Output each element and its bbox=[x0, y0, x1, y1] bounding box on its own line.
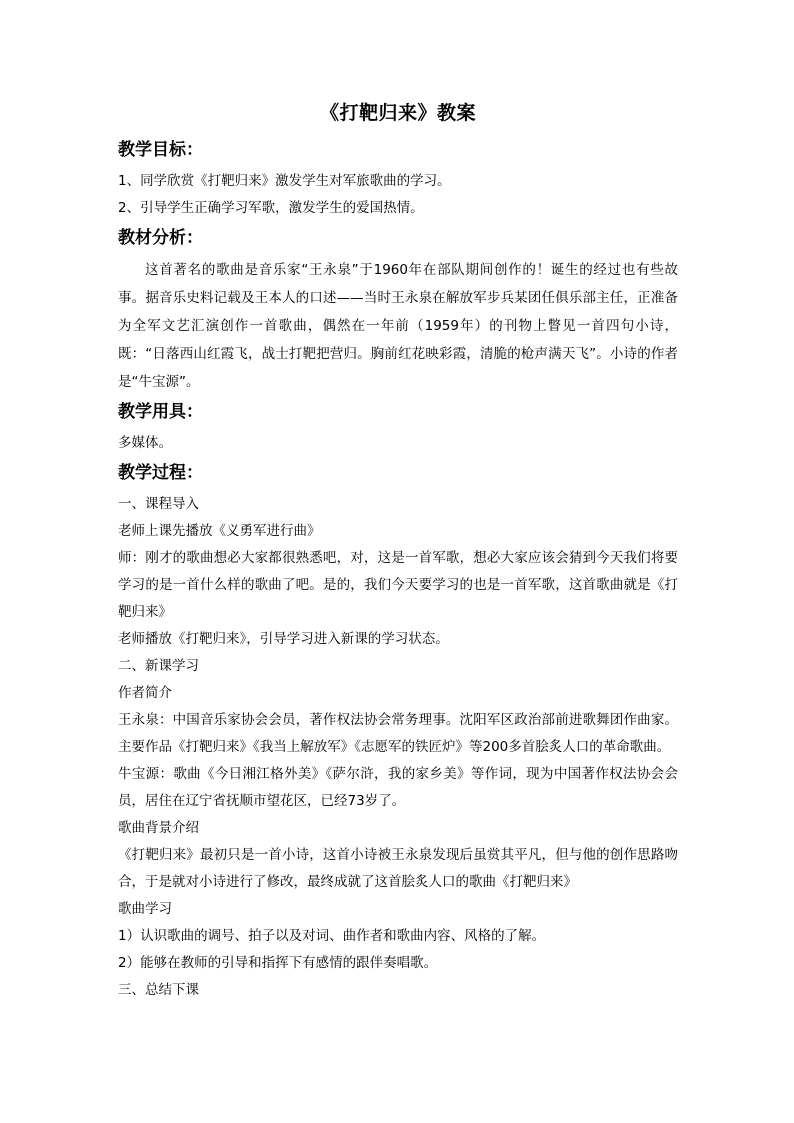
author-bio-wang: 王永泉：中国音乐家协会会员，著作权法协会常务理事。沈阳军区政治部前进歌舞团作曲家。主要作品《打靶归来》《我当上解放军》《志愿军的铁匠炉》等200多首脍炙人口的革命歌曲。 bbox=[118, 712, 678, 755]
section-heading-analysis: 教材分析： bbox=[118, 228, 203, 248]
goal-item-2: 2、引导学生正确学习军歌，激发学生的爱国热情。 bbox=[118, 200, 424, 216]
process-subheading-author: 作者简介 bbox=[118, 685, 172, 701]
section-heading-process: 教学过程： bbox=[118, 463, 203, 483]
song-background-paragraph: 《打靶归来》最初只是一首小诗，这首小诗被王永泉发现后虽赏其平凡，但与他的创作思路吻合，于是就对小诗进行了修改，最终成就了这首脍炙人口的歌曲《打靶归来》 bbox=[118, 847, 678, 890]
tools-text: 多媒体。 bbox=[118, 435, 172, 451]
process-paragraph: 师：刚才的歌曲想必大家都很熟悉吧，对，这是一首军歌，想必大家应该会猜到今天我们将要学习的是一首什么样的歌曲了吧。是的，我们今天要学习的也是一首军歌，这首歌曲就是《打靶归来》 bbox=[118, 550, 678, 620]
document-title: 《打靶归来》教案 bbox=[319, 102, 476, 124]
study-item-1: 1）认识歌曲的调号、拍子以及对词、曲作者和歌曲内容、风格的了解。 bbox=[118, 928, 546, 944]
process-step-new-lesson: 二、新课学习 bbox=[118, 658, 199, 674]
author-bio-niu: 牛宝源：歌曲《今日湘江格外美》《萨尔浒，我的家乡美》等作词，现为中国著作权法协会会员，居住在辽宁省抚顺市望花区，已经73岁了。 bbox=[118, 766, 678, 809]
process-line: 老师播放《打靶归来》，引导学习进入新课的学习状态。 bbox=[118, 631, 449, 647]
process-subheading-study: 歌曲学习 bbox=[118, 901, 172, 917]
goal-item-1: 1、同学欣赏《打靶归来》激发学生对军旅歌曲的学习。 bbox=[118, 173, 451, 189]
process-step-intro: 一、课程导入 bbox=[118, 496, 199, 512]
analysis-paragraph: 这首著名的歌曲是音乐家“王永泉”于1960年在部队期间创作的！诞生的经过也有些故事。据音乐史料记载及王本人的口述——当时王永泉在解放军步兵某团任俱乐部主任，正准备为全军文艺汇演创作一首歌曲，偶然在一年前（1959年）的刊物上瞥见一首四句小诗，既：“日落西山红霞飞，战士打靶把营归。胸前红花映彩霞，清脆的枪声满天飞”。小诗的作者是“牛宝源”。 bbox=[118, 262, 678, 390]
section-heading-tools: 教学用具： bbox=[118, 402, 203, 422]
process-line: 老师上课先播放《义勇军进行曲》 bbox=[118, 523, 321, 539]
document-body bbox=[118, 98, 678, 1004]
process-step-summary: 三、总结下课 bbox=[118, 982, 199, 998]
process-subheading-background: 歌曲背景介绍 bbox=[118, 820, 199, 836]
section-heading-goals: 教学目标： bbox=[118, 140, 203, 160]
study-item-2: 2）能够在教师的引导和指挥下有感情的跟伴奏唱歌。 bbox=[118, 955, 438, 971]
